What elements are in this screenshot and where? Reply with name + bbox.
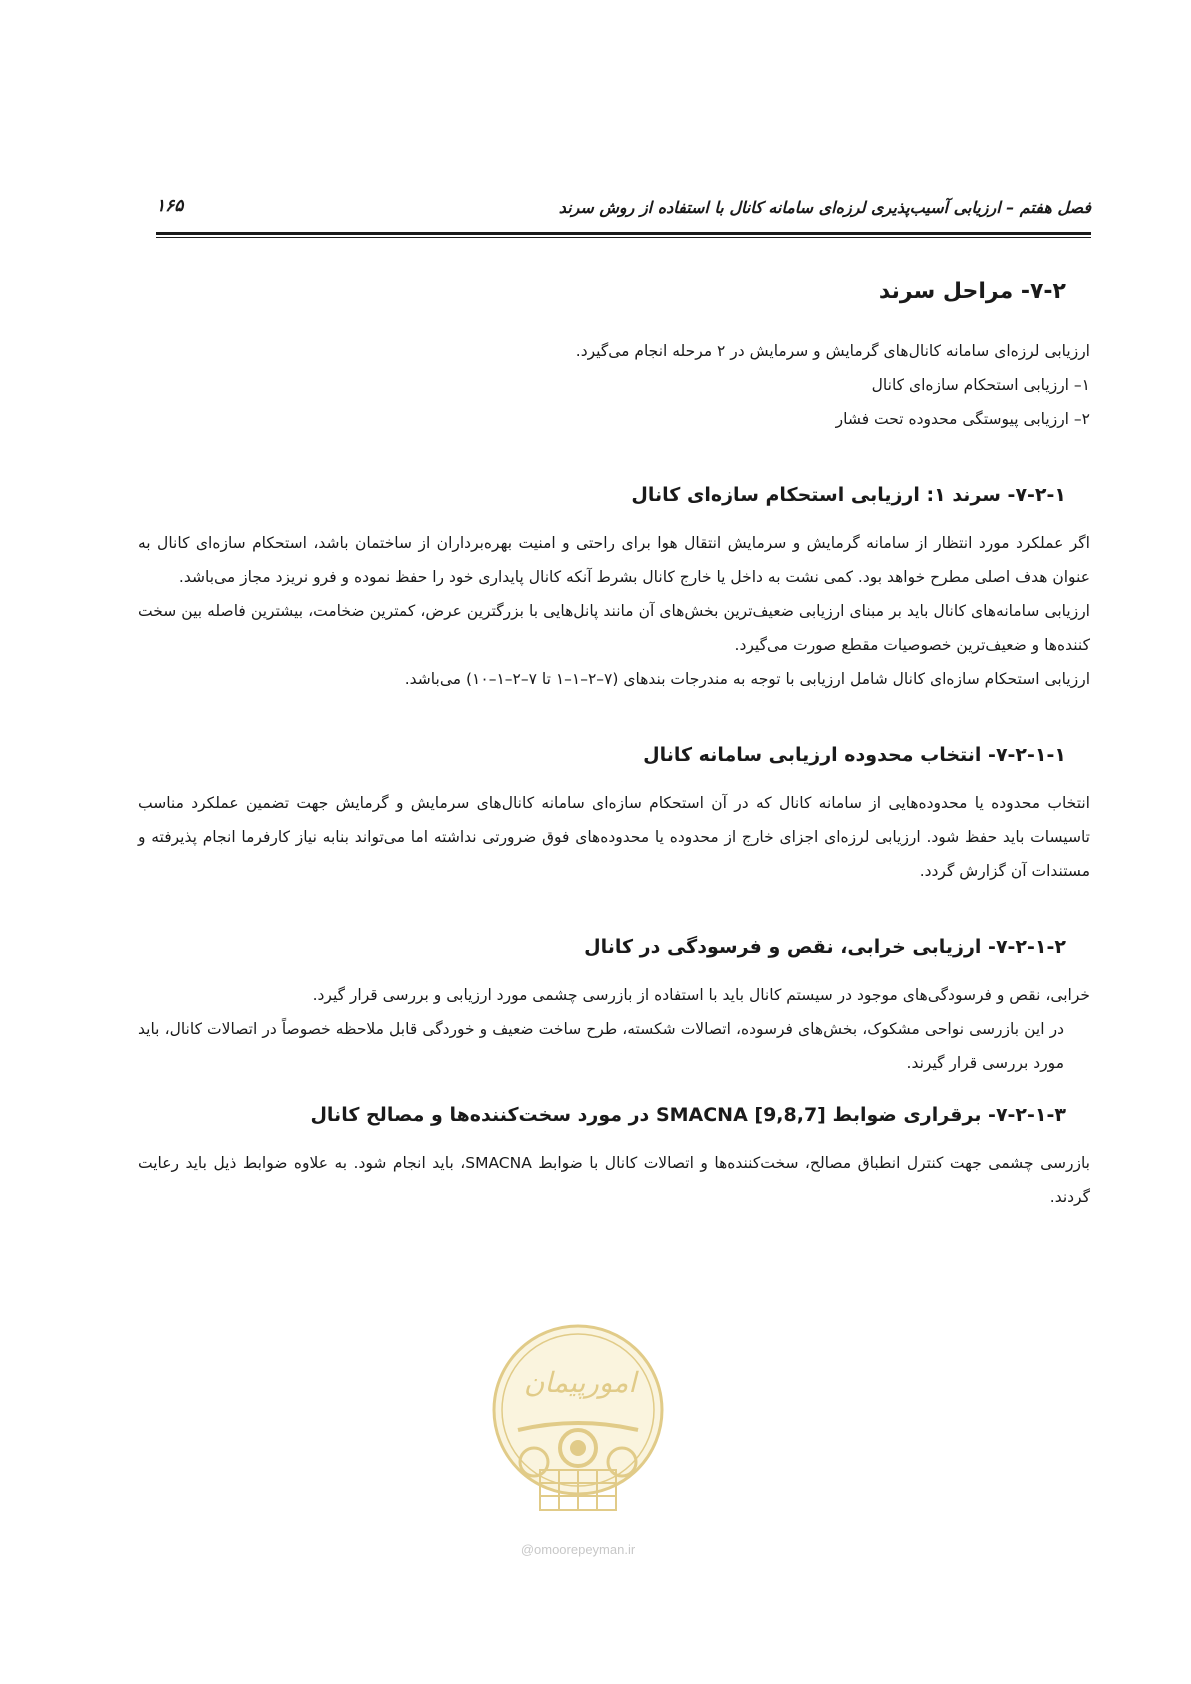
watermark-site: @omoorepeyman.ir bbox=[520, 1542, 636, 1557]
watermark bbox=[488, 1320, 668, 1568]
paragraph: ارزیابی سامانه‌های کانال باید بر مبنای ارزیابی ضعیف‌ترین بخش‌های آن مانند پانل‌هایی با بزرگترین عرض، کمترین ضخامت، بیشترین فاصله بین سخت کننده‌ها و ضعیف‌ترین خصوصیات مقطع صورت می‌گیرد. bbox=[138, 602, 1090, 654]
subsection-heading: ۷-۲-۱-۲- ارزیابی خرابی، نقص و فرسودگی در کانال bbox=[584, 936, 1066, 958]
spacer bbox=[138, 696, 1090, 740]
spacer bbox=[138, 436, 1090, 480]
spacer bbox=[138, 1080, 1090, 1100]
watermark-logo-text: امورپیمان bbox=[523, 1366, 637, 1399]
subsection-heading: ۷-۲-۱- سرند ۱: ارزیابی استحکام سازه‌ای کانال bbox=[631, 484, 1066, 506]
page-number: ۱۶۵ bbox=[156, 196, 184, 216]
paragraph: بازرسی چشمی جهت کنترل انطباق مصالح، سخت‌کننده‌ها و اتصالات کانال با ضوابط SMACNA، باید انجام شود. به علاوه ضوابط ذیل باید رعایت گردند. bbox=[138, 1154, 1090, 1206]
paragraph: اگر عملکرد مورد انتظار از سامانه گرمایش و سرمایش انتقال هوا برای راحتی و امنیت بهره‌برداران از ساختمان باشد، استحکام سازه‌ای کانال به عنوان هدف اصلی مطرح خواهد بود. کمی نشت به داخل یا خارج کانال بشرط آنکه کانال پایداری خود را حفظ نموده و فرو نریزد مجاز می‌باشد. bbox=[138, 534, 1090, 586]
paragraph: انتخاب محدوده یا محدوده‌هایی از سامانه کانال که در آن استحکام سازه‌ای سامانه کانال‌های سرمایش و گرمایش جهت تضمین عملکرد مناسب تاسیسات باید حفظ شود. ارزیابی لرزه‌ای اجزای خارج از محدوده یا محدوده‌های فوق ضرورتی نداشته اما می‌تواند بنابه نیاز کارفرما انجام پذیرفته و مستندات آن گزارش گردد. bbox=[138, 794, 1090, 880]
subsection-heading: ۷-۲-۱-۱- انتخاب محدوده ارزیابی سامانه کانال bbox=[643, 744, 1066, 766]
paragraph: ارزیابی استحکام سازه‌ای کانال شامل ارزیابی با توجه به مندرجات بندهای (۷–۲–۱–۱ تا ۷–۲–۱–۱۰) می‌باشد. bbox=[404, 670, 1090, 688]
header-rule-thin bbox=[156, 237, 1091, 238]
section-intro: ارزیابی لرزه‌ای سامانه کانال‌های گرمایش و سرمایش در ۲ مرحله انجام می‌گیرد. bbox=[575, 342, 1090, 360]
section-heading: ۷-۲- مراحل سرند bbox=[878, 279, 1066, 304]
spacer bbox=[138, 888, 1090, 932]
subsection-heading: ۷-۲-۱-۳- برقراری ضوابط SMACNA [9,8,7] در مورد سخت‌کننده‌ها و مصالح کانال bbox=[310, 1104, 1066, 1126]
watermark-logo-icon bbox=[488, 1320, 668, 1540]
step-item: ۲– ارزیابی پیوستگی محدوده تحت فشار bbox=[835, 410, 1090, 428]
step-item: ۱– ارزیابی استحکام سازه‌ای کانال bbox=[871, 376, 1090, 394]
chapter-title: فصل هفتم – ارزیابی آسیب‌پذیری لرزه‌ای سامانه کانال با استفاده از روش سرند bbox=[558, 198, 1091, 217]
page-header bbox=[156, 196, 1091, 228]
page-content bbox=[138, 276, 1090, 1214]
paragraph: خرابی، نقص و فرسودگی‌های موجود در سیستم کانال باید با استفاده از بازرسی چشمی مورد ارزیابی و بررسی قرار گیرد. bbox=[312, 986, 1090, 1004]
indented-paragraph: در این بازرسی نواحی مشکوک، بخش‌های فرسوده، اتصالات شکسته، طرح ساخت ضعیف و خوردگی قابل ملاحظه خصوصاً در اتصالات کانال، باید مورد بررسی قرار گیرند. bbox=[138, 1020, 1064, 1072]
header-rule-thick bbox=[156, 232, 1091, 235]
